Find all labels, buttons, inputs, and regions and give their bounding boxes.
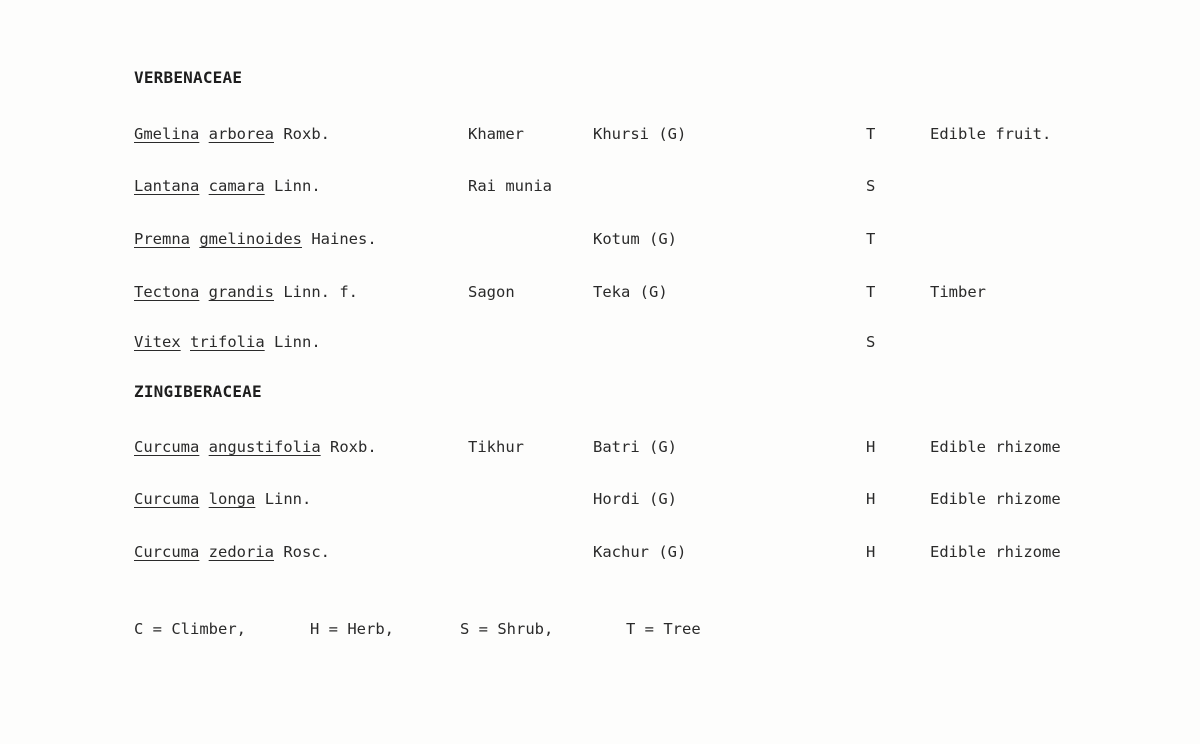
vernacular-name: Batri (G) [593, 438, 677, 456]
author: Linn. [264, 490, 312, 508]
species: grandis [208, 283, 274, 301]
legend-item-shrub: S = Shrub, [460, 620, 554, 638]
scientific-name [134, 227, 377, 251]
legend-item-tree: T = Tree [626, 620, 701, 638]
author: Linn. [274, 333, 321, 351]
scientific-name [134, 122, 330, 146]
habit: T [866, 125, 876, 143]
vernacular-name: Teka (G) [593, 283, 668, 301]
use: Edible rhizome [930, 543, 1061, 561]
use: Edible rhizome [930, 490, 1061, 508]
vernacular-name: Kachur (G) [593, 543, 687, 561]
author: Linn. f. [283, 283, 358, 301]
habit: T [866, 283, 876, 301]
genus: Tectona [134, 283, 200, 301]
legend-item-climber: C = Climber, [134, 620, 246, 638]
species: trifolia [190, 333, 265, 351]
use: Edible fruit. [930, 125, 1052, 143]
table-row [0, 330, 1200, 354]
genus: Gmelina [134, 125, 200, 143]
table-row [0, 122, 1200, 146]
species: longa [208, 490, 256, 508]
scientific-name [134, 330, 321, 354]
habit: H [866, 438, 876, 456]
genus: Lantana [134, 177, 200, 195]
habit: S [866, 177, 876, 195]
genus: Premna [134, 230, 190, 248]
family-heading: VERBENACEAE [134, 68, 243, 87]
author: Roxb. [330, 438, 377, 456]
vernacular-name: Khursi (G) [593, 125, 687, 143]
genus: Vitex [134, 333, 181, 351]
scientific-name [134, 435, 377, 459]
local-name: Khamer [468, 125, 524, 143]
species: zedoria [208, 543, 274, 561]
species: camara [208, 177, 265, 195]
genus: Curcuma [134, 543, 200, 561]
habit: T [866, 230, 876, 248]
author: Haines. [311, 230, 377, 248]
author: Roxb. [283, 125, 331, 143]
author: Rosc. [283, 543, 331, 561]
local-name: Sagon [468, 283, 515, 301]
local-name: Tikhur [468, 438, 524, 456]
legend-item-herb: H = Herb, [310, 620, 394, 638]
scientific-name [134, 487, 311, 511]
scientific-name [134, 174, 321, 198]
family-heading: ZINGIBERACEAE [134, 382, 262, 401]
local-name: Rai munia [468, 177, 552, 195]
vernacular-name: Kotum (G) [593, 230, 677, 248]
habit: H [866, 490, 876, 508]
table-row [0, 227, 1200, 251]
scientific-name [134, 280, 358, 304]
vernacular-name: Hordi (G) [593, 490, 677, 508]
habit: H [866, 543, 876, 561]
table-row [0, 280, 1200, 304]
species: angustifolia [208, 438, 321, 456]
use: Timber [930, 283, 986, 301]
species: gmelinoides [199, 230, 302, 248]
genus: Curcuma [134, 438, 200, 456]
table-row [0, 174, 1200, 198]
habit-legend [0, 617, 1200, 641]
habit: S [866, 333, 876, 351]
table-row [0, 540, 1200, 564]
scientific-name [134, 540, 330, 564]
table-row [0, 487, 1200, 511]
table-row [0, 435, 1200, 459]
genus: Curcuma [134, 490, 200, 508]
author: Linn. [274, 177, 321, 195]
use: Edible rhizome [930, 438, 1061, 456]
species: arborea [208, 125, 274, 143]
